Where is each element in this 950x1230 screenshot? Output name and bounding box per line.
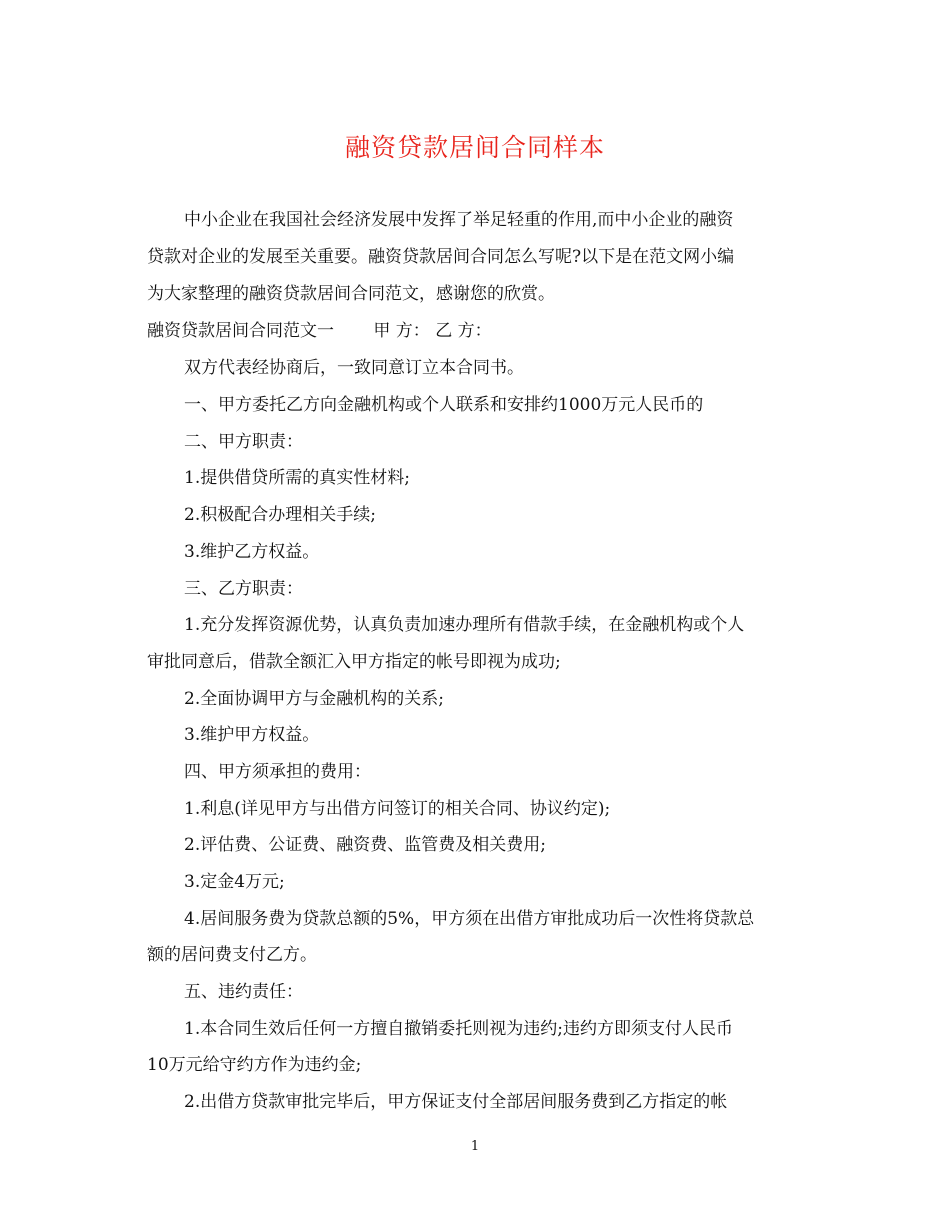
paragraph-line: 贷款对企业的发展至关重要。融资贷款居间合同怎么写呢?以下是在范文网小编 [147, 247, 735, 267]
paragraph-line: 融资贷款居间合同范文一 甲 方： 乙 方： [147, 321, 492, 341]
list-item: 3.定金4万元; [184, 872, 285, 892]
paragraph-line: 双方代表经协商后，一致同意订立本合同书。 [184, 358, 524, 378]
list-item: 1.充分发挥资源优势，认真负责加速办理所有借款手续，在金融机构或个人 [184, 615, 745, 635]
list-item: 3.维护乙方权益。 [184, 542, 320, 562]
list-item: 2.出借方贷款审批完毕后，甲方保证支付全部居间服务费到乙方指定的帐 [184, 1092, 728, 1112]
paragraph-line: 为大家整理的融资贷款居间合同范文，感谢您的欣赏。 [147, 284, 555, 304]
section-heading: 五、违约责任： [184, 982, 303, 1002]
list-item-continued: 10万元给守约方作为违约金; [147, 1055, 362, 1075]
list-item-continued: 审批同意后，借款全额汇入甲方指定的帐号即视为成功; [147, 652, 561, 672]
list-item-continued: 额的居问费支付乙方。 [147, 945, 317, 965]
list-item: 1.本合同生效后任何一方擅自撤销委托则视为违约;违约方即须支付人民币 [184, 1019, 733, 1039]
paragraph-line: 中小企业在我国社会经济发展中发挥了举足轻重的作用,而中小企业的融资 [184, 210, 734, 230]
list-item: 1.利息(详见甲方与出借方问签订的相关合同、协议约定); [184, 799, 611, 819]
list-item: 2.评估费、公证费、融资费、监管费及相关费用; [184, 835, 546, 855]
paragraph-line: 一、甲方委托乙方向金融机构或个人联系和安排约1000万元人民币的 [184, 395, 704, 415]
section-heading: 四、甲方须承担的费用： [184, 762, 371, 782]
section-heading: 二、甲方职责： [184, 432, 303, 452]
page-number: 1 [470, 1139, 480, 1154]
list-item: 4.居间服务费为贷款总额的5%，甲方须在出借方审批成功后一次性将贷款总 [184, 909, 755, 929]
section-heading: 三、乙方职责： [184, 579, 303, 599]
list-item: 1.提供借贷所需的真实性材料; [184, 468, 410, 488]
list-item: 2.全面协调甲方与金融机构的关系; [184, 689, 444, 709]
list-item: 3.维护甲方权益。 [184, 725, 320, 745]
list-item: 2.积极配合办理相关手续; [184, 505, 376, 525]
document-title: 融资贷款居间合同样本 [344, 133, 605, 162]
